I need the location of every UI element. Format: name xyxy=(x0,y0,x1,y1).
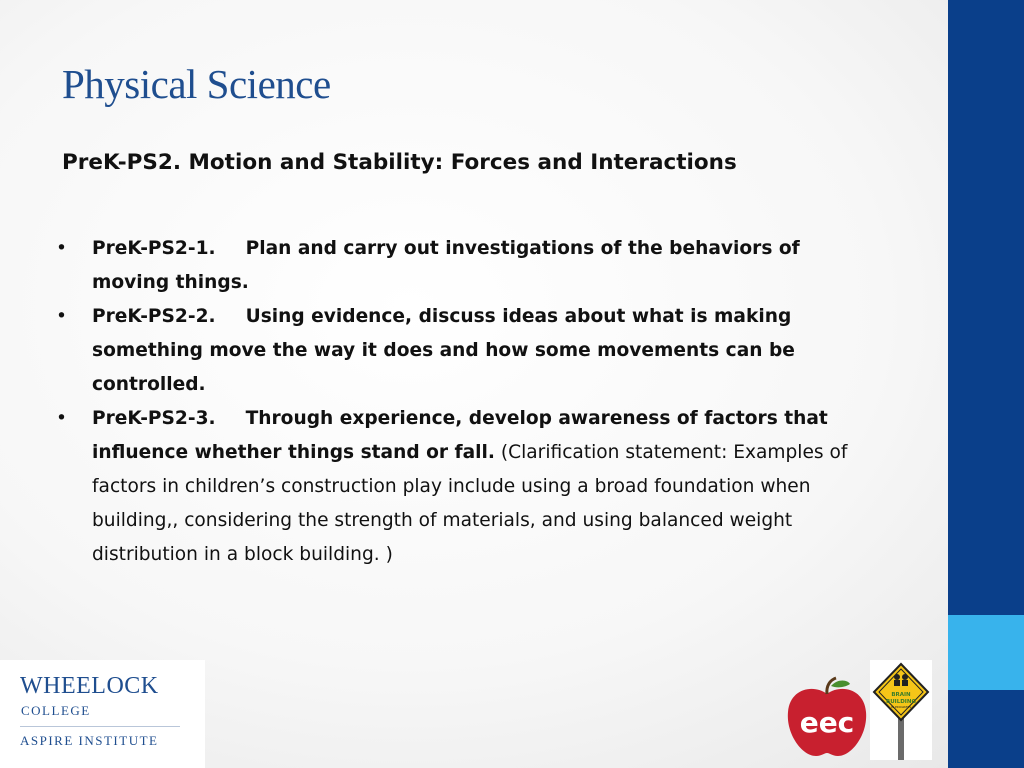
standard-text: Plan and carry out investigations of the behaviors of moving things. xyxy=(92,238,800,293)
slide-subtitle: PreK-PS2. Motion and Stability: Forces and Interactions xyxy=(62,150,737,175)
bullet-list xyxy=(56,232,856,572)
standard-code: PreK-PS2-2. xyxy=(92,306,216,327)
bullet-dot: • xyxy=(56,408,67,429)
sidebar-dark-block xyxy=(948,0,1024,615)
bullet-dot: • xyxy=(56,238,67,259)
bullet-dot: • xyxy=(56,306,67,327)
standard-code: PreK-PS2-1. xyxy=(92,238,216,259)
eec-apple-logo xyxy=(784,676,870,758)
standard-text: Through experience, develop awareness of factors that influence whether things stand or fall. xyxy=(92,408,828,463)
standard-code: PreK-PS2-3. xyxy=(92,408,216,429)
standard-note: (Clarification statement: Examples of factors in children’s construction play include using a broad foundation when building,, considering the strength of materials, and using balanced weight distribution in a block building. ) xyxy=(92,442,848,565)
bullet-item xyxy=(56,402,856,572)
bullet-item xyxy=(56,300,856,402)
wheelock-logo-name: WHEELOCK xyxy=(20,673,159,699)
sidebar-dark-block-bottom xyxy=(948,690,1024,768)
aspire-institute-label: ASPIRE INSTITUTE xyxy=(20,733,159,748)
slide-title: Physical Science xyxy=(62,61,331,107)
sidebar-accent-block xyxy=(948,615,1024,690)
svg-text:BUILDING: BUILDING xyxy=(886,699,916,705)
brain-sign-text: BRAIN xyxy=(891,692,911,698)
brain-building-sign-logo xyxy=(870,660,932,760)
svg-text:IN PROGRESS: IN PROGRESS xyxy=(890,705,912,709)
eec-text: eec xyxy=(799,706,855,739)
logo-divider xyxy=(20,726,180,727)
bullet-item xyxy=(56,232,856,300)
standard-text: Using evidence, discuss ideas about what is making something move the way it does and how some movements can be controlled. xyxy=(92,306,795,395)
wheelock-logo-college: COLLEGE xyxy=(21,703,91,718)
